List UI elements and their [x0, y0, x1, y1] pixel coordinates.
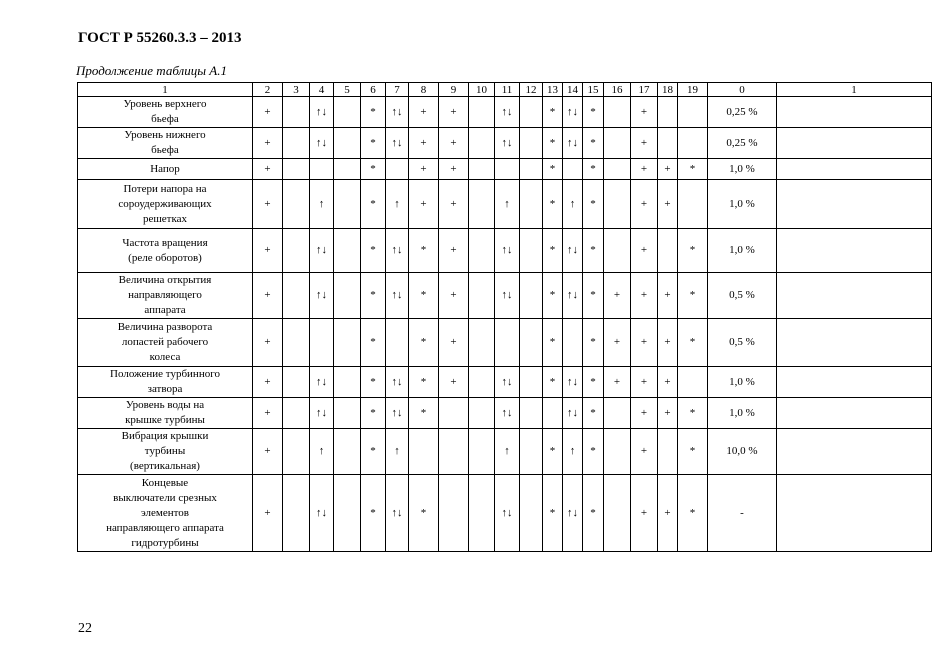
table-cell [777, 429, 932, 475]
table-cell: + [631, 398, 658, 429]
table-cell: + [631, 97, 658, 128]
table-cell: + [604, 367, 631, 398]
table-cell: + [439, 159, 469, 180]
table-cell [563, 159, 583, 180]
table-cell: * [678, 319, 708, 367]
table-cell: 1,0 % [708, 229, 777, 273]
table-cell: + [409, 180, 439, 229]
parameter-name: Величина разворота лопастей рабочего колеса [78, 319, 253, 367]
table-cell [439, 475, 469, 552]
column-header: 11 [495, 83, 520, 97]
table-cell: + [631, 273, 658, 319]
column-header: 0 [708, 83, 777, 97]
table-cell: * [678, 229, 708, 273]
table-row [78, 97, 932, 128]
table-cell: 0,25 % [708, 128, 777, 159]
table-cell [604, 128, 631, 159]
table-cell: 1,0 % [708, 367, 777, 398]
table-cell: + [253, 97, 283, 128]
column-header: 3 [283, 83, 310, 97]
header-row [78, 83, 932, 97]
table-cell: * [678, 159, 708, 180]
column-header: 12 [520, 83, 543, 97]
column-header: 8 [409, 83, 439, 97]
table-cell: + [253, 475, 283, 552]
table-cell: + [658, 273, 678, 319]
table-cell: + [439, 367, 469, 398]
table-cell [334, 429, 361, 475]
column-header: 6 [361, 83, 386, 97]
table-cell: * [409, 475, 439, 552]
table-cell: * [543, 97, 563, 128]
table-cell: * [583, 475, 604, 552]
table-cell: * [409, 229, 439, 273]
table-cell: * [361, 229, 386, 273]
table-cell: + [409, 159, 439, 180]
table-cell: * [361, 97, 386, 128]
table-cell [777, 229, 932, 273]
table-cell [520, 367, 543, 398]
table-cell: * [678, 273, 708, 319]
table-cell [777, 180, 932, 229]
table-cell: ↑↓ [310, 229, 334, 273]
table-cell [604, 475, 631, 552]
table-cell: ↑ [386, 429, 409, 475]
table-cell: ↑ [495, 429, 520, 475]
table-cell: * [583, 97, 604, 128]
table-cell: * [361, 180, 386, 229]
table-cell: 0,25 % [708, 97, 777, 128]
table-cell: * [678, 398, 708, 429]
table-cell: * [543, 475, 563, 552]
table-cell [469, 319, 495, 367]
table-row [78, 229, 932, 273]
table-cell: 0,5 % [708, 319, 777, 367]
table-cell: * [543, 429, 563, 475]
table-cell [334, 97, 361, 128]
table-cell: 1,0 % [708, 398, 777, 429]
table-cell: * [543, 229, 563, 273]
table-row [78, 319, 932, 367]
table-cell [520, 429, 543, 475]
table-cell [469, 273, 495, 319]
table-cell: * [583, 398, 604, 429]
table-cell: ↑↓ [310, 128, 334, 159]
table-cell: ↑ [386, 180, 409, 229]
table-cell: ↑↓ [495, 398, 520, 429]
table-cell: ↑↓ [310, 398, 334, 429]
table-cell: * [409, 398, 439, 429]
table-cell: * [361, 429, 386, 475]
table-cell [495, 159, 520, 180]
table-cell: * [583, 367, 604, 398]
table-cell [334, 159, 361, 180]
table-caption: Продолжение таблицы А.1 [76, 63, 227, 78]
table-cell: + [439, 319, 469, 367]
table-cell: + [439, 229, 469, 273]
table-cell [469, 159, 495, 180]
table-cell [469, 367, 495, 398]
column-header: 1 [777, 83, 932, 97]
table-cell [604, 97, 631, 128]
table-cell: + [253, 367, 283, 398]
table-cell: ↑↓ [495, 229, 520, 273]
table-cell: ↑↓ [386, 273, 409, 319]
table-cell [678, 180, 708, 229]
table-cell: ↑↓ [563, 229, 583, 273]
table-cell [658, 128, 678, 159]
table-cell [283, 128, 310, 159]
table-cell [777, 319, 932, 367]
table-cell [334, 319, 361, 367]
table-cell: + [658, 159, 678, 180]
table-row [78, 159, 932, 180]
table-cell [777, 97, 932, 128]
table-cell: * [361, 273, 386, 319]
table-row [78, 367, 932, 398]
table-row [78, 180, 932, 229]
table-cell: * [361, 319, 386, 367]
table-cell: ↑↓ [386, 97, 409, 128]
table-cell [334, 180, 361, 229]
table-cell: ↑↓ [310, 273, 334, 319]
table-cell: ↑↓ [563, 475, 583, 552]
table-cell [334, 475, 361, 552]
table-cell [604, 180, 631, 229]
table-cell [334, 229, 361, 273]
table-cell: * [543, 128, 563, 159]
table-cell: * [583, 128, 604, 159]
table-cell: * [361, 159, 386, 180]
table-cell [469, 128, 495, 159]
table-cell: + [409, 128, 439, 159]
table-cell: + [439, 180, 469, 229]
table-cell [777, 159, 932, 180]
table-cell [469, 180, 495, 229]
parameter-name: Положение турбинного затвора [78, 367, 253, 398]
table-cell: + [658, 398, 678, 429]
table-cell [777, 475, 932, 552]
data-table [77, 82, 932, 552]
table-cell [520, 229, 543, 273]
table-row [78, 128, 932, 159]
table-row [78, 273, 932, 319]
table-cell [283, 429, 310, 475]
table-cell [543, 398, 563, 429]
table-cell: + [253, 229, 283, 273]
table-cell: + [631, 229, 658, 273]
table-cell: * [543, 273, 563, 319]
table-cell: * [583, 229, 604, 273]
table-cell: + [253, 128, 283, 159]
table-cell: * [583, 319, 604, 367]
column-header: 1 [78, 83, 253, 97]
table-cell: * [543, 319, 563, 367]
column-header: 14 [563, 83, 583, 97]
column-header: 4 [310, 83, 334, 97]
parameter-name: Величина открытия направляющего аппарата [78, 273, 253, 319]
table-cell: ↑ [563, 429, 583, 475]
column-header: 18 [658, 83, 678, 97]
table-cell [386, 159, 409, 180]
parameter-name: Частота вращения (реле оборотов) [78, 229, 253, 273]
table-cell: ↑↓ [495, 97, 520, 128]
table-cell [777, 128, 932, 159]
table-cell [777, 398, 932, 429]
table-cell: ↑↓ [386, 367, 409, 398]
table-cell: ↑↓ [386, 475, 409, 552]
table-row [78, 475, 932, 552]
parameter-name: Напор [78, 159, 253, 180]
table-cell [334, 398, 361, 429]
table-cell: 1,0 % [708, 159, 777, 180]
table-cell: + [631, 180, 658, 229]
table-cell: ↑↓ [386, 398, 409, 429]
table-cell [604, 159, 631, 180]
table-cell: ↑ [495, 180, 520, 229]
table-cell [520, 319, 543, 367]
table-cell: + [439, 128, 469, 159]
table-cell [520, 475, 543, 552]
table-cell: * [361, 128, 386, 159]
table-cell [469, 229, 495, 273]
table-cell [604, 398, 631, 429]
table-cell [520, 273, 543, 319]
table-cell [678, 128, 708, 159]
table-cell: ↑↓ [563, 367, 583, 398]
table-cell [520, 398, 543, 429]
table-cell: * [583, 273, 604, 319]
table-cell: * [409, 319, 439, 367]
table-cell: * [583, 180, 604, 229]
table-cell: + [253, 319, 283, 367]
table-cell: * [583, 429, 604, 475]
table-cell [310, 159, 334, 180]
column-header: 9 [439, 83, 469, 97]
table-cell: ↑↓ [310, 475, 334, 552]
table-cell: ↑↓ [563, 128, 583, 159]
column-header: 7 [386, 83, 409, 97]
table-row [78, 398, 932, 429]
table-cell: 1,0 % [708, 180, 777, 229]
table-cell: + [604, 273, 631, 319]
table-cell: ↑ [563, 180, 583, 229]
table-cell: * [361, 475, 386, 552]
table-cell [520, 180, 543, 229]
table-cell [469, 429, 495, 475]
table-cell [777, 273, 932, 319]
table-cell: * [409, 273, 439, 319]
table-cell: + [439, 97, 469, 128]
table-cell: + [253, 273, 283, 319]
table-cell [409, 429, 439, 475]
table-cell: + [631, 128, 658, 159]
table-cell: * [409, 367, 439, 398]
table-cell: + [409, 97, 439, 128]
table-cell [658, 97, 678, 128]
table-cell: ↑↓ [386, 128, 409, 159]
table-cell: 0,5 % [708, 273, 777, 319]
table-cell [658, 429, 678, 475]
table-cell [283, 367, 310, 398]
table-cell [469, 475, 495, 552]
table-cell: * [543, 367, 563, 398]
table-cell: - [708, 475, 777, 552]
table-cell [604, 429, 631, 475]
column-header: 13 [543, 83, 563, 97]
table-cell: + [631, 319, 658, 367]
table-cell: + [604, 319, 631, 367]
table-cell: * [361, 367, 386, 398]
column-header: 19 [678, 83, 708, 97]
table-cell [678, 367, 708, 398]
table-cell: ↑↓ [563, 273, 583, 319]
table-cell: ↑↓ [495, 367, 520, 398]
table-cell: * [678, 475, 708, 552]
table-cell [520, 128, 543, 159]
table-cell [283, 180, 310, 229]
table-cell: + [253, 180, 283, 229]
table-cell: ↑↓ [563, 97, 583, 128]
page-number: 22 [78, 621, 92, 636]
column-header: 17 [631, 83, 658, 97]
table-cell: ↑↓ [563, 398, 583, 429]
table-cell [439, 429, 469, 475]
parameter-name: Уровень верхнего бьефа [78, 97, 253, 128]
table-cell [283, 159, 310, 180]
column-header: 15 [583, 83, 604, 97]
table-cell [283, 273, 310, 319]
document-header: ГОСТ Р 55260.3.3 – 2013 [78, 30, 242, 46]
table-cell [310, 319, 334, 367]
table-cell: + [658, 319, 678, 367]
table-cell: + [253, 429, 283, 475]
table-cell [283, 398, 310, 429]
table-cell [563, 319, 583, 367]
column-header: 10 [469, 83, 495, 97]
table-cell: * [543, 159, 563, 180]
table-cell [604, 229, 631, 273]
table-cell: ↑↓ [495, 273, 520, 319]
table-cell: ↑↓ [310, 367, 334, 398]
table-cell: ↑↓ [495, 475, 520, 552]
table-cell [283, 319, 310, 367]
table-cell: * [678, 429, 708, 475]
table-cell: * [543, 180, 563, 229]
table-cell: ↑↓ [495, 128, 520, 159]
table-cell: ↑ [310, 180, 334, 229]
parameter-name: Вибрация крышки турбины (вертикальная) [78, 429, 253, 475]
table-cell: * [583, 159, 604, 180]
table-cell [658, 229, 678, 273]
table-cell [439, 398, 469, 429]
table-row [78, 429, 932, 475]
table-cell [469, 97, 495, 128]
table-cell: + [658, 367, 678, 398]
parameter-name: Уровень воды на крышке турбины [78, 398, 253, 429]
table-cell: + [631, 429, 658, 475]
table-cell [495, 319, 520, 367]
table-cell: * [361, 398, 386, 429]
table-cell: + [658, 180, 678, 229]
column-header: 16 [604, 83, 631, 97]
table-cell [777, 367, 932, 398]
table-cell: ↑↓ [310, 97, 334, 128]
parameter-name: Уровень нижнего бьефа [78, 128, 253, 159]
parameter-name: Потери напора на сороудерживающих решетках [78, 180, 253, 229]
table-cell: + [658, 475, 678, 552]
table-cell: + [253, 159, 283, 180]
table-cell: ↑↓ [386, 229, 409, 273]
table-cell: + [631, 367, 658, 398]
parameter-name: Концевые выключатели срезных элементов направляющего аппарата гидротурбины [78, 475, 253, 552]
table-cell [283, 475, 310, 552]
table-cell [469, 398, 495, 429]
table-cell: + [631, 159, 658, 180]
table-cell: + [253, 398, 283, 429]
table-cell [334, 273, 361, 319]
table-cell [678, 97, 708, 128]
table-cell: 10,0 % [708, 429, 777, 475]
table-cell [520, 97, 543, 128]
table-cell [334, 367, 361, 398]
table-cell [386, 319, 409, 367]
column-header: 5 [334, 83, 361, 97]
table-cell [283, 97, 310, 128]
table-cell: + [631, 475, 658, 552]
table-cell [334, 128, 361, 159]
table-cell [520, 159, 543, 180]
table-cell [283, 229, 310, 273]
table-cell: + [439, 273, 469, 319]
table-cell: ↑ [310, 429, 334, 475]
column-header: 2 [253, 83, 283, 97]
